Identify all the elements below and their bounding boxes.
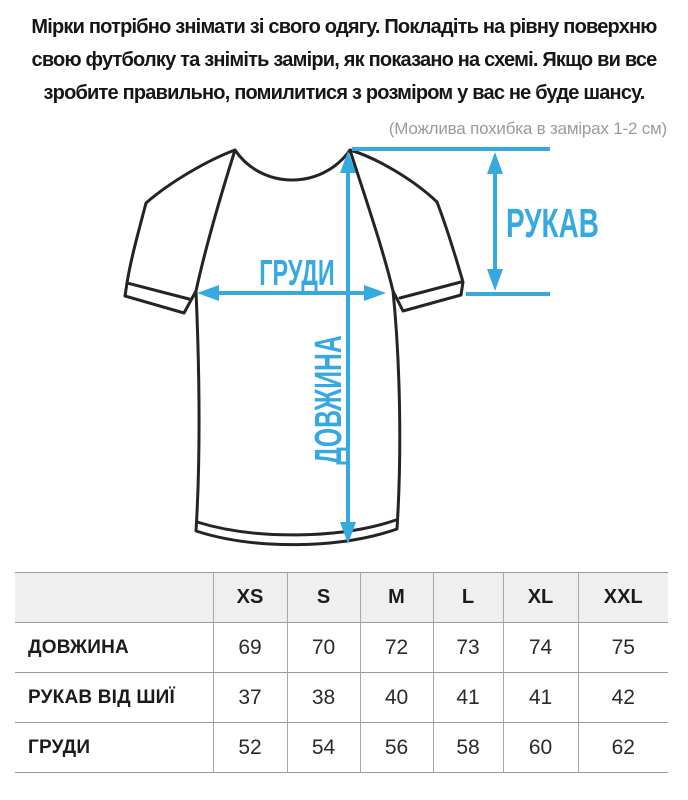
length-label: ДОВЖИНА	[306, 335, 350, 465]
tshirt-outline	[125, 150, 463, 545]
size-col-l: L	[433, 573, 503, 623]
chest-l: 58	[433, 723, 503, 773]
sleeve-l: 41	[433, 673, 503, 723]
chest-xxl: 62	[578, 723, 668, 773]
size-col-xs: XS	[213, 573, 287, 623]
chest-xl: 60	[503, 723, 578, 773]
size-col-xl: XL	[503, 573, 578, 623]
size-table	[15, 572, 668, 773]
size-col-s: S	[287, 573, 360, 623]
row-label-sleeve: РУКАВ ВІД ШИЇ	[28, 686, 175, 708]
tolerance-note: (Можлива похибка в замірах 1-2 см)	[388, 119, 667, 138]
table-row-length	[15, 623, 668, 673]
length-xl: 74	[503, 623, 578, 673]
tshirt-measurement-diagram	[0, 140, 688, 570]
size-col-xxl: XXL	[578, 573, 668, 623]
chest-s: 54	[287, 723, 360, 773]
table-row-sleeve	[15, 673, 668, 723]
chest-xs: 52	[213, 723, 287, 773]
chest-label: ГРУДИ	[259, 254, 335, 294]
length-l: 73	[433, 623, 503, 673]
sleeve-xs: 37	[213, 673, 287, 723]
size-table-header-row	[15, 573, 668, 623]
size-col-m: M	[360, 573, 433, 623]
sleeve-xxl: 42	[578, 673, 668, 723]
table-row-chest	[15, 723, 668, 773]
sleeve-arrowhead-top	[487, 152, 503, 174]
intro-line-1: Мірки потрібно знімати зі свого одягу. Покладіть на рівну поверхню	[31, 16, 657, 38]
sleeve-m: 40	[360, 673, 433, 723]
sleeve-xl: 41	[503, 673, 578, 723]
sleeve-arrowhead-bottom	[487, 269, 503, 291]
sleeve-label: РУКАВ	[506, 200, 599, 247]
sleeve-s: 38	[287, 673, 360, 723]
length-m: 72	[360, 623, 433, 673]
length-s: 70	[287, 623, 360, 673]
chest-m: 56	[360, 723, 433, 773]
intro-line-3: зробите правильно, помилитися з розміром у вас не буде шансу.	[43, 82, 645, 104]
length-xxl: 75	[578, 623, 668, 673]
row-label-chest: ГРУДИ	[28, 736, 91, 758]
intro-paragraph	[0, 0, 688, 110]
row-label-length: ДОВЖИНА	[28, 636, 129, 658]
size-table-corner-cell	[15, 573, 213, 623]
tshirt-body	[125, 150, 463, 545]
length-xs: 69	[213, 623, 287, 673]
intro-line-2: свою футболку та зніміть заміри, як показано на схемі. Якщо ви все	[31, 49, 657, 71]
